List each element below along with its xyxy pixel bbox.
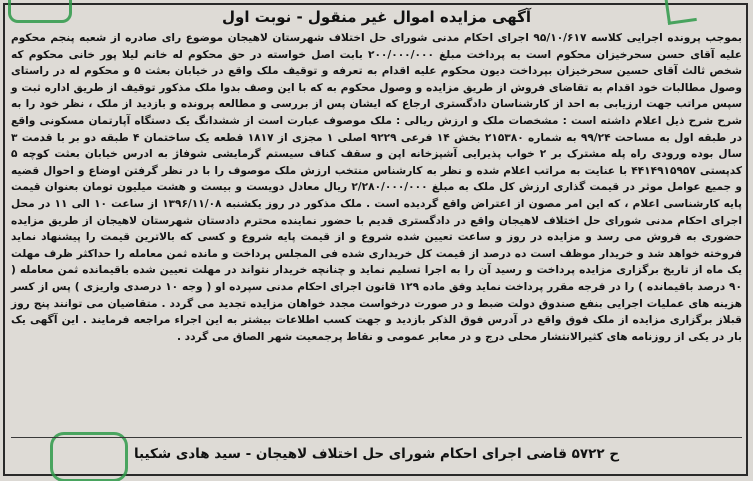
- notice-body: بموجب پرونده اجرایی کلاسه ۹۵/۱۰/۶۱۷ اجرای احکام مدنی شورای حل اختلاف شهرستان لاهیجان موضوع رای صادره از شعبه پنجم محکوم علیه آقای حسن سحرخیزان محکوم است به پرداخت مبلغ ۲۰۰/۰۰۰/۰۰۰ بابت اصل خواسته در حق محکوم له خانم لیلا پور خانی محکوم که شخص ثالث آقای حسین سحرخیزان بپرداخت دیون محکوم علیه اقدام به تعرفه و توقیف ملک واقع در خیابان بعثت ۵ و محکوم له در راستای وصول مطالبات خود اقدام به تقاضای فروش از طریق مزایده و وصول محکوم به که با این وصف بدوا ملک مذکور توقیف از طریق اداره ثبت و سپس مراتب جهت ارزیابی به احد از کارشناسان دادگستری ارجاع که ایشان پس از بررسی و مطالعه پرونده و بازدید از ملک ، نظر خود را به شرح شرح ذیل اعلام داشته است : مشخصات ملک و ارزش ریالی : ملک موصوف عبارت است از ششدانگ یک دستگاه آپارتمان مسکونی واقع در طبقه اول به مساحت ۹۹/۲۴ به شماره ۲۱۵۳۸۰ بخش ۱۴ فرعی ۹۲۲۹ اصلی ۱ مجزی از ۱۸۱۷ قطعه یک ساختمان ۴ طبقه دو بر با قدمت ۳ سال بوده ورودی راه پله مشترک بر ۲ خواب پذیرایی آشپزخانه اپن و سقف کناف سیستم گرمایشی شوفاژ به ادرس خیابان بعثت کوچه ۵ کدپستی ۴۴۱۴۹۱۵۹۵۷ با عنایت به مراتب اعلام شده و نظر به کارشناس منتخب ارزش ملک موصوف را با در نظر گرفتن اوضاع و احوال قضیه و جمیع عوامل موثر در قیمت گذاری ارزش کل ملک به مبلغ ۲/۲۸۰/۰۰۰/۰۰۰ ریال معادل دویست و بیست و هشت میلیون تومان بعنوان قیمت پایه کارشناسی اعلام ، که این امر مصون از اعتراض واقع گردیده است . ملک مذکور در روز یکشنبه ۱۳۹۶/۱۱/۰۸ از ساعت ۱۰ الی ۱۱ در محل اجرای احکام مدنی شورای حل اختلاف لاهیجان واقع در دادگستری قدیم با حضور نماینده محترم دادستان شهرستان لاهیجان از طریق مزایده حضوری به فروش می رسد و مزایده در روز و ساعت تعیین شده شروع و از قیمت پایه شروع و کسی که بالاترین قیمت را پیشنهاد نماید فروخته خواهد شد و خریدار موظف است ده درصد از قیمت کل خریداری شده فی المجلس پرداخت و مانده ثمن معامله را حداکثر ظرف مهلت یک ماه از تاریخ برگزاری مزایده پرداخت و رسید آن را به اجرا تسلیم نماید و چنانچه خریدار نتواند در مهلت تعیین شده باقیمانده ثمن معامله ( ۹۰ درصد باقیمانده ) را در فرجه مقرر پرداخت نماید وفق ماده ۱۲۹ قانون اجرای احکام مدنی سپرده او ( وجه ۱۰ درصدی واریزی ) پس از کسر هزینه های عملیات اجرایی بنفع صندوق دولت ضبط و در صورت درخواست مجدد خواهان مزایده تجدید می گردد . متقاضیان می توانند پنج روز قبلاز برگزاری مزایده از ملک فوق واقع در آدرس فوق الذکر بازدید و جهت کسب اطلاعات بیشتر به این اجراء مراجعه فرمایند . این آگهی یک بار در یکی از روزنامه های کثیرالانتشار محلی درج و در معابر عمومی و نقاط پرجمعیت شهر الصاق می گردد .: [11, 32, 743, 343]
- notice-title: آگهی مزایده اموال غیر منقول - نوبت اول: [222, 8, 531, 26]
- footer-divider: [11, 437, 742, 438]
- notice-footer: ح ۵۷۲۲ قاضی اجرای احکام شورای حل اختلاف لاهیجان - سید هادی شکیبا: [133, 446, 620, 462]
